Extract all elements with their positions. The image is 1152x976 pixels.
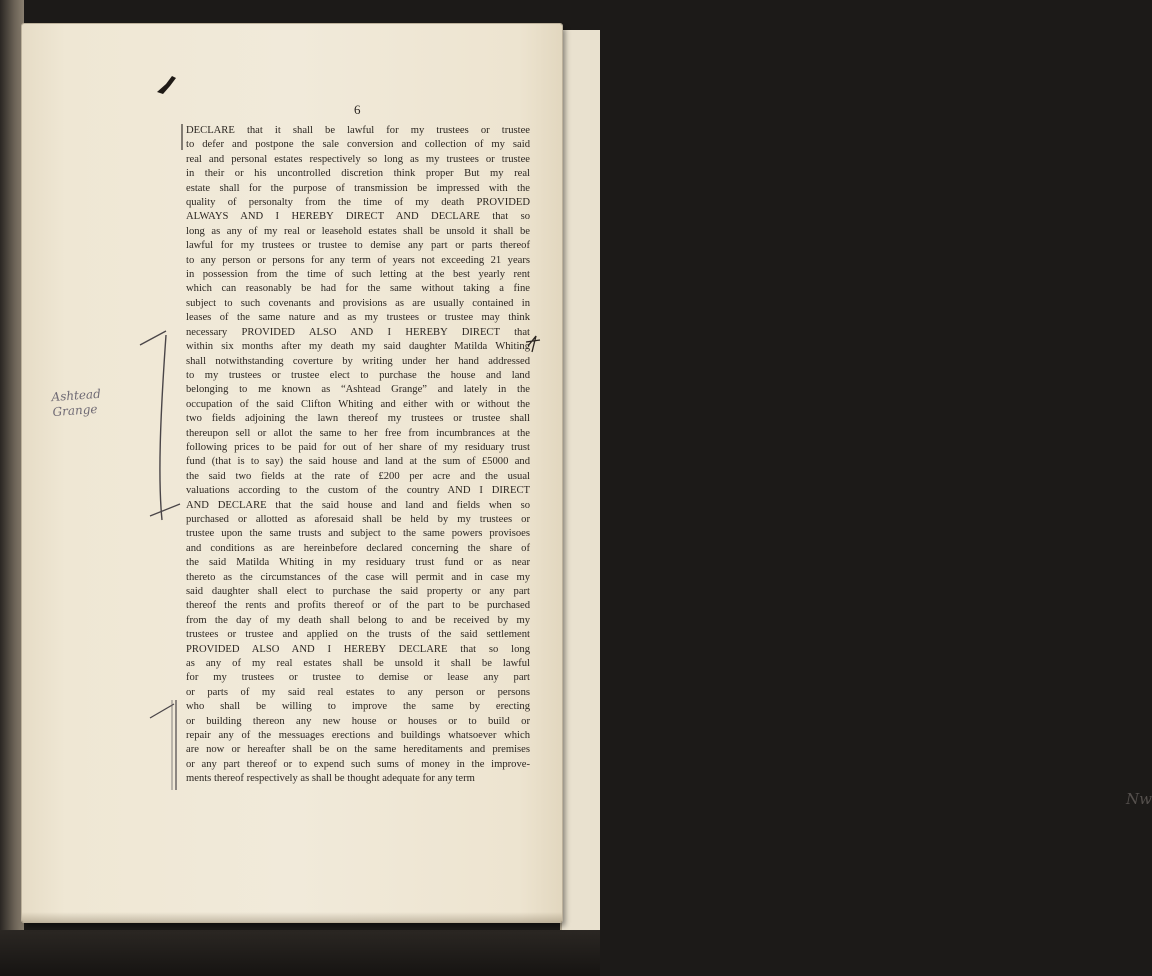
text-line: who shall be willing to improve the same by erecting (186, 701, 530, 713)
text-line: the said Matilda Whiting in my residuary trust fund or as near (186, 557, 530, 569)
margin-note-line: Ashtead (51, 386, 102, 405)
text-line: thereupon sell or allot the same to her free from incumbrances at the (186, 427, 530, 439)
text-line: quality of personalty from the time of my death PROVIDED (186, 197, 530, 209)
text-line: ALWAYS AND I HEREBY DIRECT AND DECLARE that so (186, 211, 530, 223)
text-line: are now or hereafter shall be on the same hereditaments and premises (186, 744, 530, 756)
text-line: or any part thereof or to expend such sums of money in the improve- (186, 758, 530, 770)
text-line: necessary PROVIDED ALSO AND I HEREBY DIRECT that (186, 326, 530, 338)
pencil-bracket-left (160, 335, 166, 520)
text-line: AND DECLARE that the said house and land and fields when so (186, 499, 530, 511)
text-line: repair any of the messuages erections and buildings whatsoever which (186, 730, 530, 742)
text-line: belonging to me known as “Ashtead Grange” and lately in the (186, 384, 530, 396)
text-line: real and personal estates respectively so long as my trustees or trustee (186, 153, 530, 165)
adjacent-page-note: Nw (1126, 790, 1152, 808)
text-line: long as any of my real or leasehold estates shall be unsold it shall be (186, 225, 530, 237)
text-line: leases of the same nature and as my trustees or trustee may think (186, 312, 530, 324)
text-line: thereof the rents and profits thereof or of the part to be purchased (186, 600, 530, 612)
text-line: valuations according to the custom of the country AND I DIRECT (186, 485, 530, 497)
text-line: estate shall for the purpose of transmission be impressed with the (186, 182, 530, 194)
text-line: to defer and postpone the sale conversion and collection of my said (186, 139, 530, 151)
text-line: thereto as the circumstances of the case will permit and in case my (186, 571, 530, 583)
text-line: fund (that is to say) the said house and land at the sum of £5000 and (186, 456, 530, 468)
ink-blot-mark (157, 76, 176, 94)
text-line: following prices to be paid for out of her share of my residuary trust (186, 441, 530, 453)
pencil-tick-2 (150, 504, 180, 516)
text-line: the said two fields at the rate of £200 per acre and the usual (186, 470, 530, 482)
text-line: subject to such covenants and provisions as are usually contained in (186, 297, 530, 309)
text-line: two fields adjoining the lawn thereof my trustees or trustee shall (186, 413, 530, 425)
text-line: said daughter shall elect to purchase the said property or any part (186, 586, 530, 597)
text-line: or building thereon any new house or houses or to build or (186, 715, 530, 727)
text-line: lawful for my trustees or trustee to demise any part or parts thereof (186, 240, 530, 252)
text-line: to my trustees or trustee elect to purchase the house and land (186, 369, 530, 381)
margin-note-ashtead-grange (51, 386, 113, 420)
document-body (186, 124, 530, 787)
text-line: DECLARE that it shall be lawful for my trustees or trustee (186, 125, 530, 136)
text-line: trustee upon the same trusts and subject to the same powers provisoes (186, 528, 530, 540)
pencil-tick-1 (140, 331, 166, 345)
text-line: which can reasonably be had for the same without taking a fine (186, 283, 530, 295)
margin-note-line: Grange (52, 401, 98, 420)
text-line: in possession from the time of such letting at the best yearly rent (186, 269, 530, 281)
text-line: within six months after my death my said daughter Matilda Whiting (186, 341, 530, 353)
text-line: to any person or persons for any term of years not exceeding 21 years (186, 254, 530, 266)
text-line: trustees or trustee and applied on the trusts of the said settlement (186, 629, 530, 641)
text-line: and conditions as are hereinbefore declared concerning the share of (186, 542, 530, 554)
text-line: in their or his uncontrolled discretion think proper But my real (186, 168, 530, 180)
text-line: PROVIDED ALSO AND I HEREBY DECLARE that so long (186, 643, 530, 655)
page-number: 6 (354, 102, 362, 117)
text-line: ments thereof respectively as shall be thought adequate for any term (186, 773, 475, 785)
text-line: from the day of my death shall belong to and be received by my (186, 614, 530, 626)
text-line: as any of my real estates shall be unsold it shall be lawful (186, 658, 530, 670)
pencil-tick-3 (150, 704, 174, 718)
text-line: or parts of my said real estates to any person or persons (186, 686, 530, 698)
text-line: for my trustees or trustee to demise or lease any part (186, 672, 530, 684)
text-line: shall notwithstanding coverture by writing under her hand addressed (186, 355, 530, 367)
text-line: purchased or allotted as aforesaid shall be held by my trustees or (186, 513, 530, 525)
text-line: occupation of the said Clifton Whiting and either with or without the (186, 398, 530, 410)
